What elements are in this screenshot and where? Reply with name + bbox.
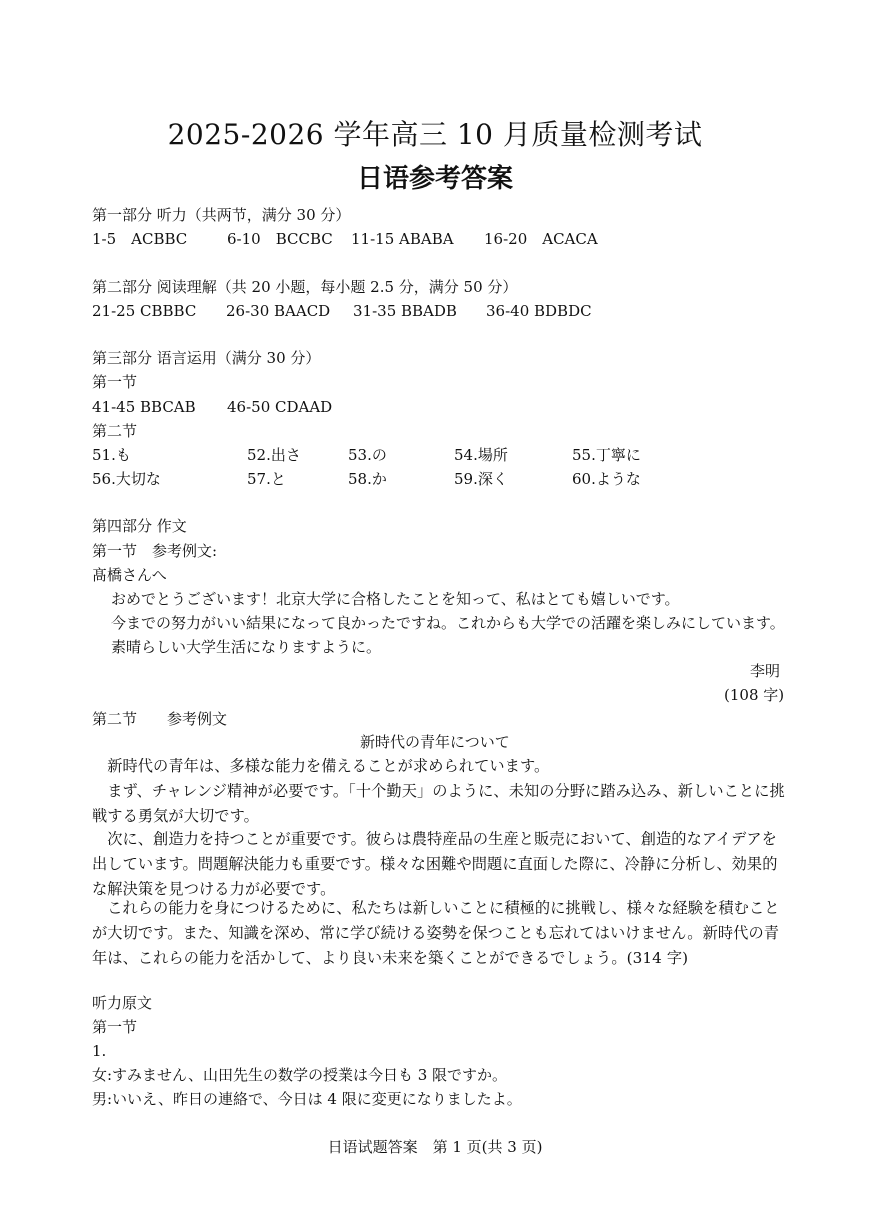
answer-54: 54.場所 [454, 446, 508, 464]
part4-heading: 第四部分 作文 [92, 517, 187, 535]
part3-heading: 第三部分 语言运用（满分 30 分） [92, 349, 321, 367]
part1-answer-4: 16-20 ACACA [484, 230, 598, 248]
part1-heading: 第一部分 听力（共两节，满分 30 分） [92, 206, 351, 224]
essay-paragraph-2: まず、チャレンジ精神が必要です。「十个勤天」のように、未知の分野に踏み込み、新しいことに挑戦する勇気が大切です。 [92, 782, 785, 825]
listening-question-number: 1. [92, 1042, 107, 1060]
essay-paragraph-4: これらの能力を身につけるために、私たちは新しいことに積極的に挑戦し、様々な経験を積むことが大切です。また、知識を深め、常に学び続ける姿勢を保つことも忘れてはいけません。新時代の青年は、これらの能力を活かして、より良い未来を築くことができるでしょう。(314 字) [92, 899, 780, 967]
part2-answer-1: 21-25 CBBBC [92, 302, 197, 320]
exam-title: 2025-2026 学年高三 10 月质量检测考试 [167, 118, 703, 151]
part3-section1-answer-1: 41-45 BBCAB [92, 398, 196, 416]
listening-line-2: 男:いいえ、昨日の連絡で、今日は 4 限に変更になりましたよ。 [92, 1090, 522, 1108]
listening-line-1: 女:すみません、山田先生の数学の授業は今日も 3 限ですか。 [92, 1066, 508, 1084]
part1-answer-1: 1-5 ACBBC [92, 230, 188, 248]
listening-heading: 听力原文 [92, 994, 153, 1012]
answer-key-title: 日语参考答案 [356, 164, 513, 194]
letter-line-2: 今までの努力がいい結果になって良かったですね。これからも大学での活躍を楽しみにしています。 [111, 614, 785, 632]
part4-section1-label: 第一节 参考例文: [92, 542, 218, 560]
essay-title: 新時代の青年について [360, 733, 510, 751]
answer-58: 58.か [348, 470, 387, 488]
essay-paragraph-1: 新時代の青年は、多様な能力を備えることが求められています。 [107, 757, 550, 775]
part2-heading: 第二部分 阅读理解（共 20 小题，每小题 2.5 分，满分 50 分） [92, 278, 518, 296]
part1-answer-3: 11-15 ABABA [351, 230, 454, 248]
answer-59: 59.深く [454, 470, 508, 488]
answer-51: 51.も [92, 446, 131, 464]
essay-paragraph-3: 次に、創造力を持つことが重要です。彼らは農特産品の生産と販売において、創造的なアイデアを出しています。問題解決能力も重要です。様々な困難や問題に直面した際に、冷静に分析し、効果的な解決策を見つける力が必要です。 [92, 830, 778, 898]
letter-signature: 李明 [750, 662, 781, 680]
answer-60: 60.ような [572, 470, 641, 488]
letter-char-count: (108 字) [724, 686, 785, 704]
part2-answer-2: 26-30 BAACD [226, 302, 331, 320]
answer-57: 57.と [247, 470, 286, 488]
listening-section-label: 第一节 [92, 1018, 138, 1036]
page-footer: 日语试题答案 第 1 页(共 3 页) [327, 1138, 543, 1156]
part3-section1-label: 第一节 [92, 373, 138, 391]
part1-answer-2: 6-10 BCCBC [227, 230, 333, 248]
answer-55: 55.丁寧に [572, 446, 641, 464]
part2-answer-3: 31-35 BBADB [353, 302, 457, 320]
part4-section2-label: 第二节 参考例文 [92, 710, 228, 728]
letter-line-1: おめでとうございます！北京大学に合格したことを知って、私はとても嬉しいです。 [111, 590, 680, 608]
answer-56: 56.大切な [92, 470, 161, 488]
answer-53: 53.の [348, 446, 387, 464]
part2-answer-4: 36-40 BDBDC [486, 302, 592, 320]
part3-section2-label: 第二节 [92, 422, 138, 440]
answer-52: 52.出さ [247, 446, 301, 464]
letter-greeting: 髙橋さんへ [92, 566, 167, 584]
part3-section1-answer-2: 46-50 CDAAD [227, 398, 333, 416]
letter-line-3: 素晴らしい大学生活になりますように。 [111, 638, 382, 656]
